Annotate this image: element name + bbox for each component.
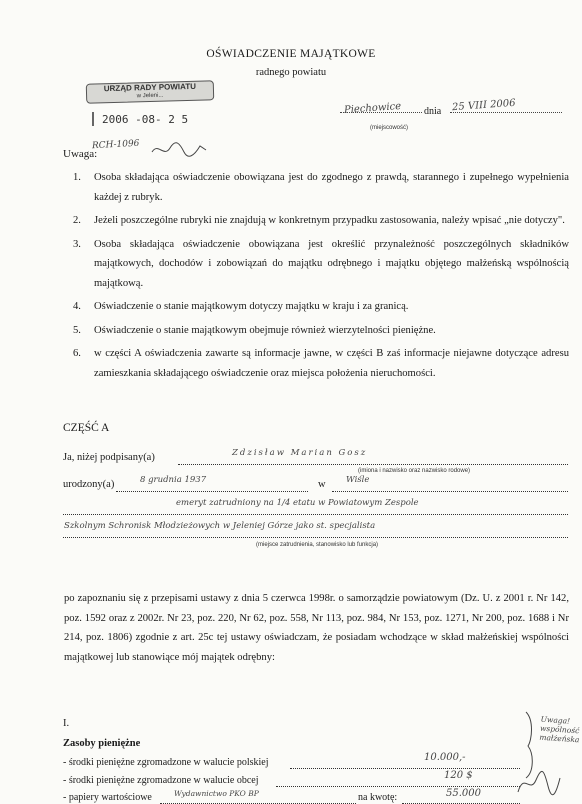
foreign-currency-dotted-line [276,786,520,787]
list-item: 2. Jeżeli poszczególne rubryki nie znajdują w konkretnym przypadku zastosowania, należy wpisać „nie dotyczy". [73,215,565,226]
place-handwritten: Piechowice [343,101,402,116]
signed-dotted-line [178,464,568,465]
page-title: OŚWIADCZENIE MAJĄTKOWE [206,48,376,60]
securities-amount-value: 55.000 [446,788,481,799]
signed-label: Ja, niżej podpisany(a) [63,452,155,463]
place-caption: (miejscowość) [370,125,409,131]
polish-currency-value: 10.000,- [424,752,466,763]
instructions-list [64,168,569,387]
date-dotted-line [450,112,562,113]
list-item: 1. Osoba składająca oświadczenie obowiązana jest do zgodnego z prawdą, starannego i zupełnego wypełnienia każdej z rubryk. [73,172,569,203]
part-a-heading: CZĘŚĆ A [63,422,110,434]
securities-label: - papiery wartościowe [63,792,152,803]
employment-dotted-line-2 [63,537,568,538]
uwaga-label: Uwaga: [63,148,98,160]
foreign-currency-label: - środki pieniężne zgromadzone w walucie obcej [63,775,259,786]
initials-scribble [150,138,210,160]
securities-amount-label: na kwotę: [358,792,398,803]
list-item: 6. w części A oświadczenia zawarte są informacje jawne, w części B zaś informacje niejawne dotyczące adresu zamieszkania składającego oświadczenie oraz miejsca położenia nieruchomości. [73,348,569,379]
date-handwritten: 25 VIII 2006 [451,97,516,114]
stamp-date: 2006 -08- 2 5 [102,113,189,126]
employment-caption: (miejsce zatrudnienia, stanowisko lub funkcja) [256,542,379,548]
foreign-currency-value: 120 $ [444,770,473,781]
stamp-bar [92,112,94,126]
employment-handwritten-1: emeryt zatrudniony na 1/4 etatu w Powiatowym Zespole [176,498,419,508]
signed-caption: (imiona i nazwisko oraz nazwisko rodowe) [358,468,471,474]
margin-signature [514,768,564,798]
born-w-label: w [318,479,326,490]
stamp-location: w Jeleni... [136,92,164,100]
polish-currency-dotted-line [290,768,520,769]
employment-handwritten-2: Szkolnym Schronisk Młodzieżowych w Jeleniej Górze jako st. specjalista [64,521,376,531]
margin-note: Uwaga! wspólność małżeńska [539,714,580,745]
dnia-label: dnia [424,106,442,117]
legal-statement: po zapoznaniu się z przepisami ustawy z dnia 5 czerwca 1998r. o samorządzie powiatowym (Dz. U. z 2001 r. Nr 142, poz. 1592 oraz z 2002r. Nr 23, poz. 220, Nr 62, poz. 558, Nr 113, poz. 984, Nr 153, poz. 1271, Nr 200, poz. 1688 i Nr 214, poz. 1806) zgodnie z art. 25c tej ustawy oświadczam, że posiadam wchodzące w skład małżeńskiej wspólności majątkowej lub stanowiące mój majątek odrębny: [64,593,569,663]
born-date-handwritten: 8 grudnia 1937 [140,475,207,485]
section-number: I. [63,718,70,729]
list-item: 4. Oświadczenie o stanie majątkowym dotyczy majątku w kraju i za granicą. [73,301,409,312]
employment-dotted-line-1 [63,514,568,515]
list-item: 3. Osoba składająca oświadczenie obowiązana jest określić przynależność poszczególnych składników majątkowych, dochodów i zobowiązań do majątku odrębnego i majątku objętego małżeńską wspólnością majątkową. [73,238,569,289]
securities-inline-value: Wydawnictwo PKO BP [174,789,259,798]
polish-currency-label: - środki pieniężne zgromadzone w walucie polskiej [63,757,269,768]
page-subtitle: radnego powiatu [255,67,327,78]
born-label: urodzony(a) [63,479,115,490]
uwaga-handwritten-note: RCH-1096 [91,138,140,152]
section-title: Zasoby pieniężne [63,738,141,749]
place-dotted-line [340,112,422,113]
list-item: 5. Oświadczenie o stanie majątkowym obejmuje również wierzytelności pieniężne. [73,324,436,336]
born-place-handwritten: Wiśle [346,475,370,485]
born-date-dotted-line [116,491,308,492]
signed-name-handwritten: Zdzisław Marian Gosz [232,448,368,458]
received-stamp [86,80,214,103]
stamp-office: URZĄD RADY POWIATU [103,81,197,94]
born-place-dotted-line [332,491,568,492]
